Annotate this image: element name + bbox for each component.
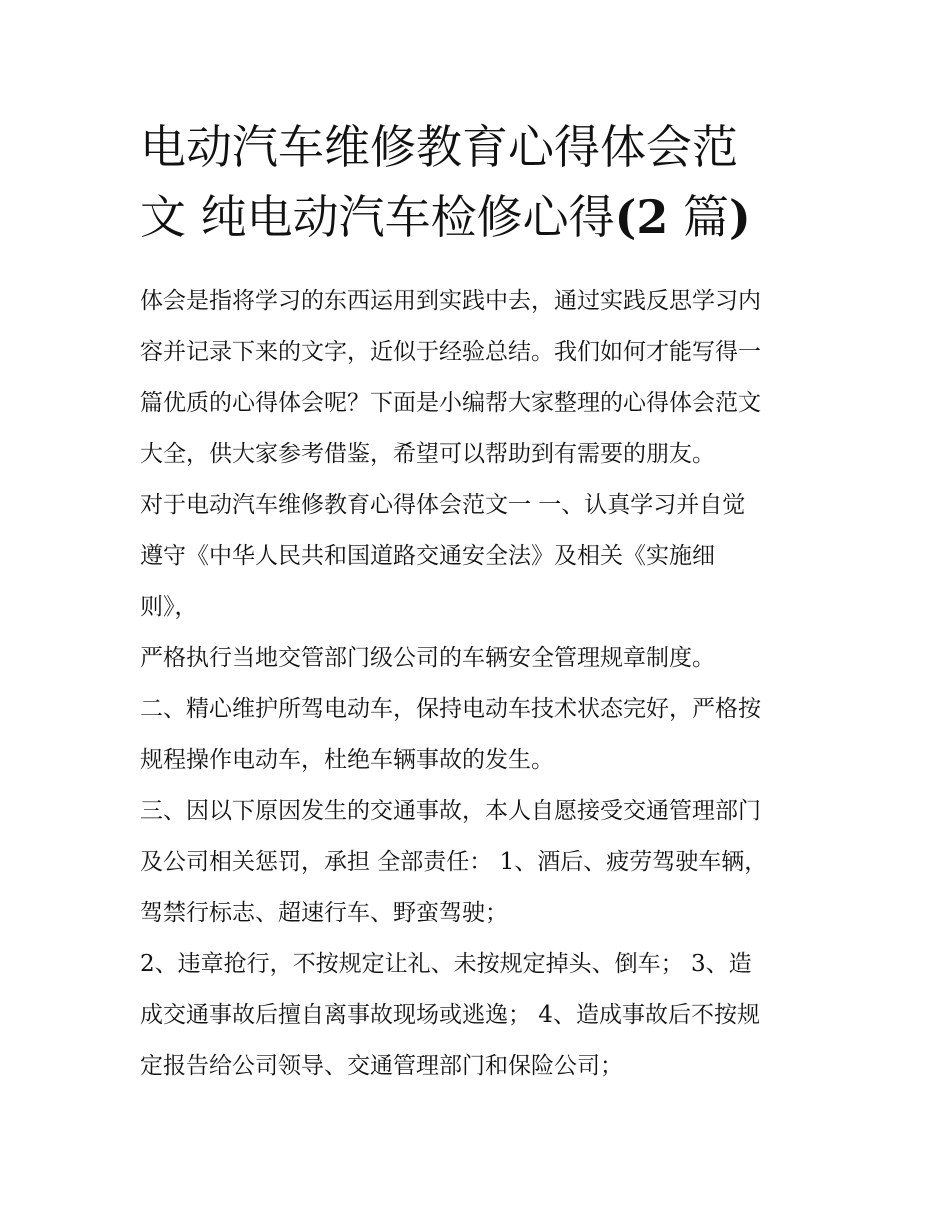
body-line: 大全，供大家参考借鉴，希望可以帮助到有需要的朋友。 <box>140 441 715 467</box>
body-line: 2、违章抢行，不按规定让礼、未按规定掉头、倒车； 3、造 <box>140 951 752 977</box>
body-line: 三、因以下原因发生的交通事故，本人自愿接受交通管理部门 <box>140 798 761 824</box>
title-line-2-count-unit: 篇 <box>668 190 730 244</box>
title-line-2 <box>140 182 820 252</box>
body-line: 遵守《中华人民共和国道路交通安全法》及相关《实施细 <box>140 543 715 569</box>
body-line: 对于电动汽车维修教育心得体会范文一 一、认真学习并自觉 <box>140 492 746 518</box>
body-line: 体会是指将学习的东西运用到实践中去，通过实践反思学习内 <box>140 288 761 314</box>
document-title <box>140 112 820 252</box>
body-line: 则》， <box>140 594 198 620</box>
title-line-2-prefix: 文 纯电动汽车检修心得 <box>140 190 615 244</box>
title-line-2-number: (2 <box>614 190 669 244</box>
body-line: 及公司相关惩罚，承担 全部责任： 1、酒后、疲劳驾驶车辆， <box>140 849 768 875</box>
title-line-1: 电动汽车维修教育心得体会范 <box>140 120 738 174</box>
body-line: 二、精心维护所驾电动车，保持电动车技术状态完好，严格按 <box>140 696 761 722</box>
title-line-2-close-paren: ) <box>729 190 751 244</box>
body-line: 定报告给公司领导、交通管理部门和保险公司； <box>140 1053 623 1079</box>
body-line: 规程操作电动车，杜绝车辆事故的发生。 <box>140 747 554 773</box>
body-line: 篇优质的心得体会呢？下面是小编帮大家整理的心得体会范文 <box>140 390 761 416</box>
body-line: 严格执行当地交管部门级公司的车辆安全管理规章制度。 <box>140 645 715 671</box>
document-body <box>140 276 830 1092</box>
body-line: 成交通事故后擅自离事故现场或逃逸； 4、造成事故后不按规 <box>140 1002 760 1028</box>
body-line: 容并记录下来的文字，近似于经验总结。我们如何才能写得一 <box>140 339 761 365</box>
body-line: 驾禁行标志、超速行车、野蛮驾驶； <box>140 900 508 926</box>
